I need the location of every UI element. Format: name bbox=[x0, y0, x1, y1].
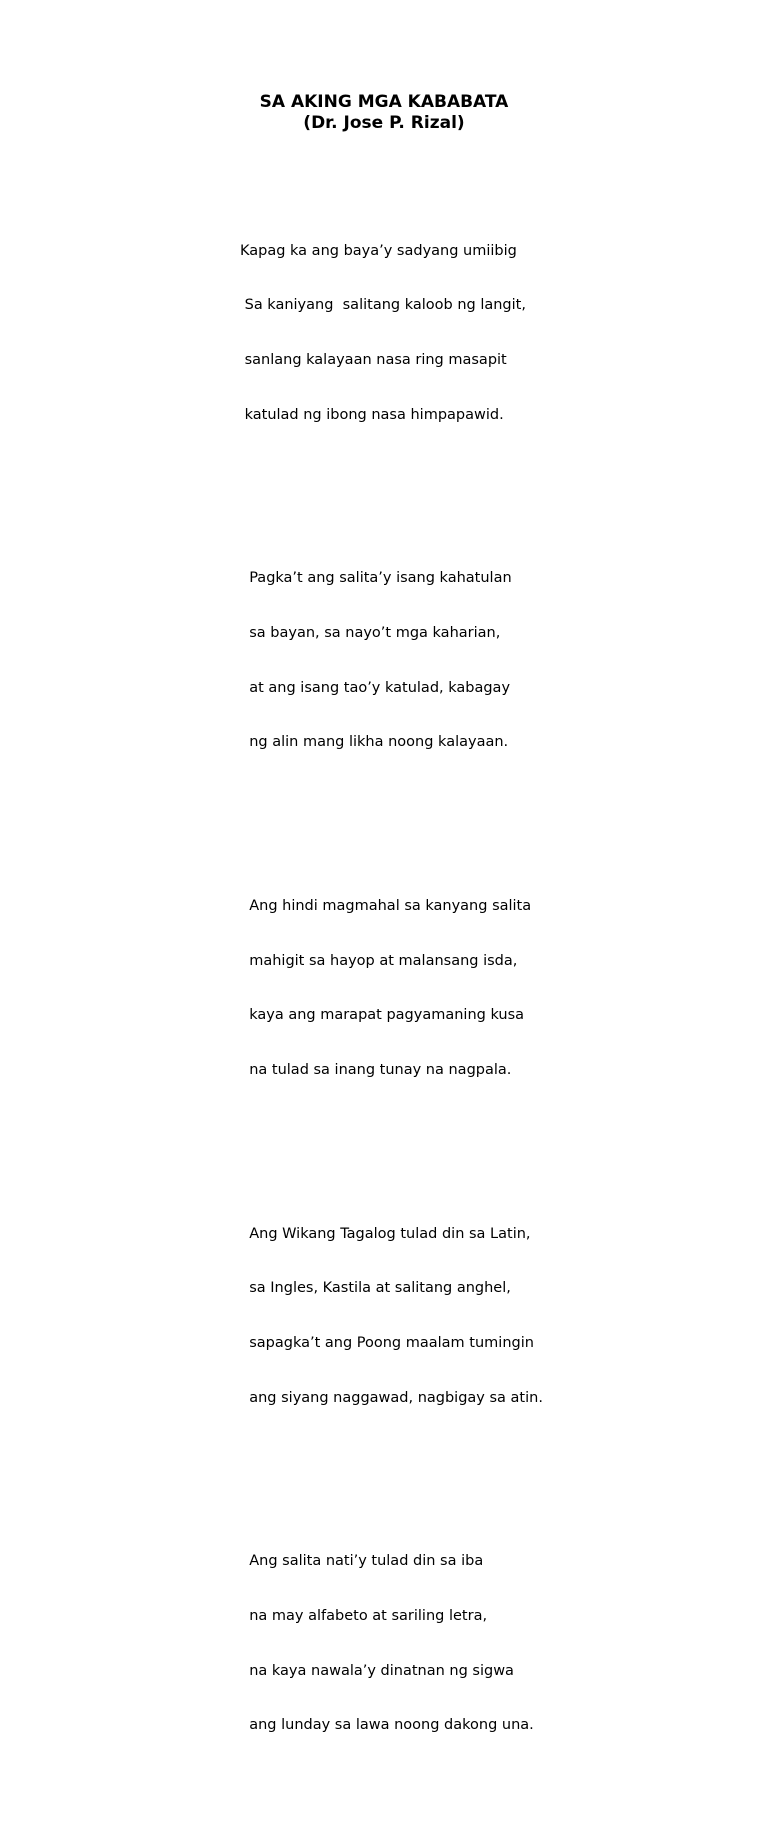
poem-line: na tulad sa inang tunay na nagpala. bbox=[240, 1061, 512, 1078]
poem-line: Ang salita nati’y tulad din sa iba bbox=[240, 1553, 484, 1570]
stanza-5 bbox=[240, 1516, 543, 1771]
poem-line: at ang isang tao’y katulad, kabagay bbox=[240, 679, 511, 696]
poem-line: katulad ng ibong nasa himpapawid. bbox=[240, 406, 504, 423]
poem-line: Kapag ka ang baya’y sadyang umiibig bbox=[240, 242, 517, 259]
poem-line: sanlang kalayaan nasa ring masapit bbox=[240, 352, 507, 369]
poem-line: mahigit sa hayop at malansang isda, bbox=[240, 952, 518, 969]
poem-line: na may alfabeto at sariling letra, bbox=[240, 1607, 488, 1624]
poem-author: (Dr. Jose P. Rizal) bbox=[303, 113, 465, 133]
stanza-3 bbox=[240, 861, 543, 1116]
poem-line: Pagka’t ang salita’y isang kahatulan bbox=[240, 570, 512, 587]
poem-line: ang lunday sa lawa noong dakong una. bbox=[240, 1717, 534, 1734]
poem-line: kaya ang marapat pagyamaning kusa bbox=[240, 1007, 525, 1024]
poem-line: sapagka’t ang Poong maalam tumingin bbox=[240, 1334, 534, 1351]
poem-title: SA AKING MGA KABABATA bbox=[259, 92, 509, 112]
poem-line: ng alin mang likha noong kalayaan. bbox=[240, 734, 509, 751]
poem-line: ang siyang naggawad, nagbigay sa atin. bbox=[240, 1389, 543, 1406]
poem-line: na kaya nawala’y dinatnan ng sigwa bbox=[240, 1662, 514, 1679]
poem-line: Ang hindi magmahal sa kanyang salita bbox=[240, 898, 532, 915]
poem-line: sa Ingles, Kastila at salitang anghel, bbox=[240, 1280, 511, 1297]
stanza-2 bbox=[240, 533, 543, 788]
poem-line: Ang Wikang Tagalog tulad din sa Latin, bbox=[240, 1225, 531, 1242]
title-block bbox=[0, 92, 768, 134]
poem-line: sa bayan, sa nayo’t mga kaharian, bbox=[240, 625, 501, 642]
poem-line: Sa kaniyang salitang kaloob ng langit, bbox=[240, 297, 526, 314]
stanza-4 bbox=[240, 1188, 543, 1443]
poem-body bbox=[240, 169, 543, 1844]
stanza-1 bbox=[240, 205, 543, 460]
